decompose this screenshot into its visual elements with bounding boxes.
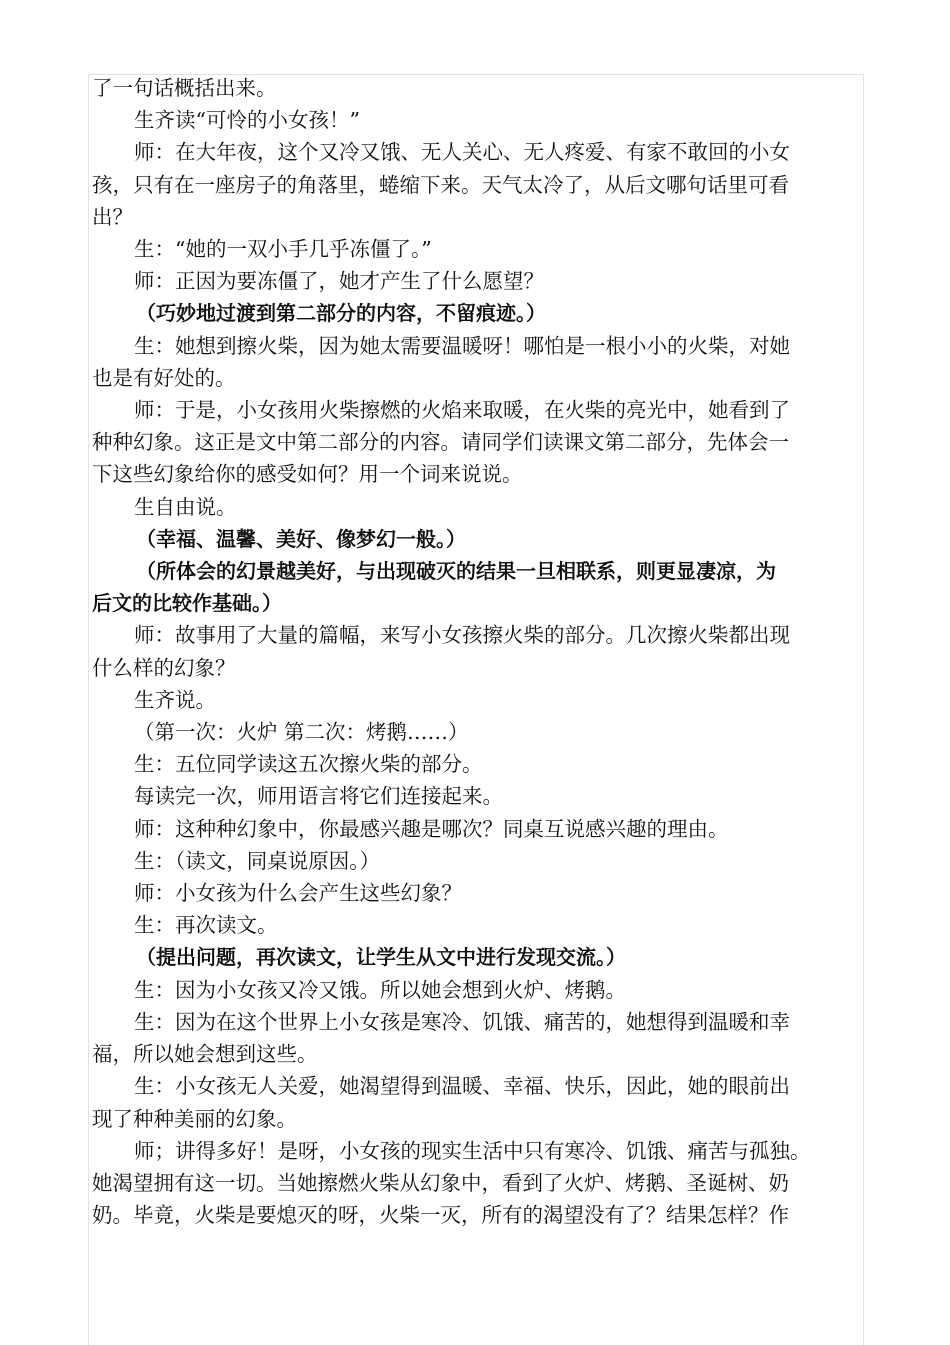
text-line: 师：正因为要冻僵了，她才产生了什么愿望？ <box>134 269 544 294</box>
annotation-paragraph <box>92 523 872 555</box>
paragraph <box>92 845 872 877</box>
text-line: （提出问题，再次读文，让学生从文中进行发现交流。） <box>136 945 626 970</box>
paragraph <box>92 684 872 716</box>
text-line: 师：在大年夜，这个又冷又饿、无人关心、无人疼爱、有家不敢回的小女 <box>134 140 790 165</box>
paragraph <box>92 748 872 780</box>
text-line: 她渴望拥有这一切。当她擦燃火柴从幻象中，看到了火炉、烤鹅、圣诞树、奶 <box>92 1170 789 1195</box>
text-line: 生：“她的一双小手几乎冻僵了。” <box>134 237 432 262</box>
text-line: 生：再次读文。 <box>134 913 278 938</box>
text-line: 下这些幻象给你的感受如何？用一个词来说说。 <box>92 462 523 487</box>
paragraph <box>92 394 872 491</box>
paragraph <box>92 780 872 812</box>
text-line: 出？ <box>92 204 133 229</box>
text-line: 师：这种种幻象中，你最感兴趣是哪次？同桌互说感兴趣的理由。 <box>134 816 729 841</box>
text-line: 师；讲得多好！是呀，小女孩的现实生活中只有寒冷、饥饿、痛苦与孤独。 <box>134 1138 811 1163</box>
paragraph <box>92 877 872 909</box>
paragraph <box>92 72 872 104</box>
text-line: 生：（读文，同桌说原因。） <box>134 848 380 873</box>
text-line: 生自由说。 <box>134 494 237 519</box>
paragraph <box>92 136 872 233</box>
paragraph <box>92 104 872 136</box>
text-line: 生：因为在这个世界上小女孩是寒冷、饥饿、痛苦的，她想得到温暖和幸 <box>134 1009 790 1034</box>
text-line: 生：因为小女孩又冷又饿。所以她会想到火炉、烤鹅。 <box>134 977 626 1002</box>
document-body <box>92 72 872 1231</box>
paragraph <box>92 813 872 845</box>
text-line: 福，所以她会想到这些。 <box>92 1042 318 1067</box>
text-line: （幸福、温馨、美好、像梦幻一般。） <box>136 526 466 551</box>
text-line: 什么样的幻象？ <box>92 655 236 680</box>
text-line: 了一句话概括出来。 <box>92 76 277 100</box>
paragraph <box>92 330 872 394</box>
text-line: 师：小女孩为什么会产生这些幻象？ <box>134 881 462 906</box>
text-line: 生：小女孩无人关爱，她渴望得到温暖、幸福、快乐，因此，她的眼前出 <box>134 1074 790 1099</box>
text-line: 生：她想到擦火柴，因为她太需要温暖呀！哪怕是一根小小的火柴，对她 <box>134 333 790 358</box>
text-line: 生齐读“可怜的小女孩！” <box>134 108 360 133</box>
text-line: （第一次：火炉 第二次：烤鹅……） <box>134 720 469 745</box>
paragraph <box>92 233 872 265</box>
text-line: 后文的比较作基础。） <box>92 591 282 616</box>
text-line: 师：于是，小女孩用火柴擦燃的火焰来取暖，在火柴的亮光中，她看到了 <box>134 398 790 423</box>
annotation-paragraph <box>92 941 872 973</box>
text-line: 师：故事用了大量的篇幅，来写小女孩擦火柴的部分。几次擦火柴都出现 <box>134 623 790 648</box>
text-line: 奶。毕竟，火柴是要熄灭的呀，火柴一灭，所有的渴望没有了？结果怎样？作 <box>92 1203 789 1228</box>
paragraph <box>92 909 872 941</box>
paragraph <box>92 1006 872 1070</box>
paragraph <box>92 1070 872 1134</box>
paragraph <box>92 974 872 1006</box>
paragraph <box>92 716 872 748</box>
annotation-paragraph <box>92 297 872 329</box>
text-line: 生齐说。 <box>134 687 216 712</box>
text-line: 孩，只有在一座房子的角落里，蜷缩下来。天气太冷了，从后文哪句话里可看 <box>92 172 789 197</box>
text-line: （巧妙地过渡到第二部分的内容，不留痕迹。） <box>136 301 546 326</box>
text-line: 也是有好处的。 <box>92 365 236 390</box>
paragraph <box>92 265 872 297</box>
text-line: （所体会的幻景越美好，与出现破灭的结果一旦相联系，则更显凄凉，为 <box>136 559 776 584</box>
paragraph <box>92 1135 872 1232</box>
annotation-paragraph <box>92 555 892 619</box>
text-line: 种种幻象。这正是文中第二部分的内容。请同学们读课文第二部分，先体会一 <box>92 430 789 455</box>
text-line: 每读完一次，师用语言将它们连接起来。 <box>134 784 503 809</box>
text-line: 现了种种美丽的幻象。 <box>92 1106 297 1131</box>
text-line: 生：五位同学读这五次擦火柴的部分。 <box>134 752 483 777</box>
paragraph <box>92 491 872 523</box>
paragraph <box>92 619 872 683</box>
